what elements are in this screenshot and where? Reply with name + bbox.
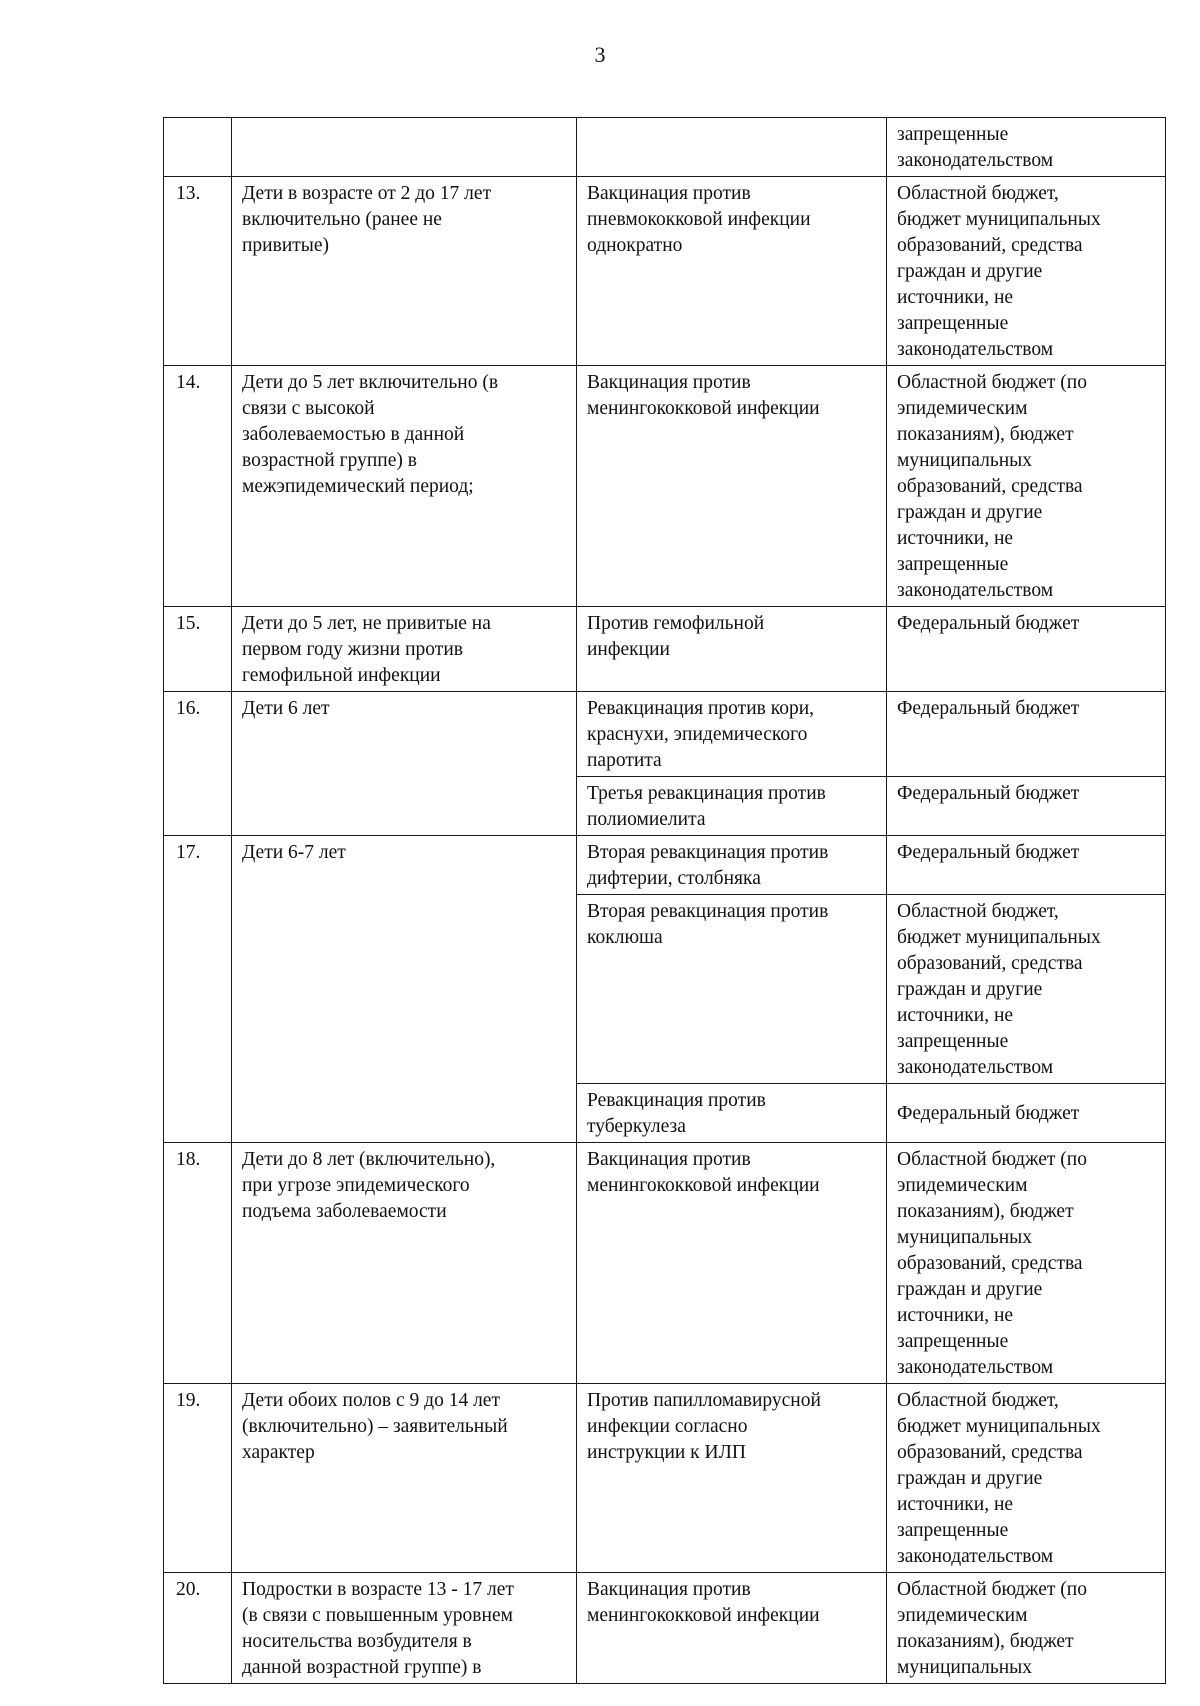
vaccination-cell: Против гемофильной инфекции xyxy=(577,607,887,692)
group-cell: Дети до 5 лет включительно (в связи с высокой заболеваемостью в данной возрастной группе) в межэпидемический период; xyxy=(232,366,577,607)
group-cell: Дети до 8 лет (включительно), при угрозе эпидемического подъема заболеваемости xyxy=(232,1143,577,1384)
table-row xyxy=(164,118,1166,177)
row-number: 17. xyxy=(164,836,232,1143)
funding-cell: Областной бюджет, бюджет муниципальных образований, средства граждан и другие источники, не запрещенные законодательством xyxy=(887,1384,1166,1573)
table-row xyxy=(164,692,1166,777)
vaccination-cell: Третья ревакцинация против полиомиелита xyxy=(577,777,887,836)
funding-cell: Федеральный бюджет xyxy=(887,1084,1166,1143)
row-number: 13. xyxy=(164,177,232,366)
row-number: 15. xyxy=(164,607,232,692)
funding-cell: Областной бюджет (по эпидемическим показаниям), бюджет муниципальных образований, средства граждан и другие источники, не запрещенные законодательством xyxy=(887,1143,1166,1384)
table-row xyxy=(164,366,1166,607)
group-cell: Дети обоих полов с 9 до 14 лет (включительно) – заявительный характер xyxy=(232,1384,577,1573)
group-cell: Дети 6-7 лет xyxy=(232,836,577,1143)
table-row xyxy=(164,836,1166,895)
vaccination-table xyxy=(163,117,1166,1684)
vaccination-cell: Вакцинация против менингококковой инфекции xyxy=(577,1573,887,1684)
vaccination-cell: Против папилломавирусной инфекции согласно инструкции к ИЛП xyxy=(577,1384,887,1573)
row-number: 16. xyxy=(164,692,232,836)
vaccination-cell: Вакцинация против менингококковой инфекции xyxy=(577,366,887,607)
funding-cell: Федеральный бюджет xyxy=(887,607,1166,692)
vaccination-cell: Ревакцинация против туберкулеза xyxy=(577,1084,887,1143)
funding-cell: Федеральный бюджет xyxy=(887,777,1166,836)
group-cell: Дети в возрасте от 2 до 17 лет включительно (ранее не привитые) xyxy=(232,177,577,366)
vaccination-cell: Ревакцинация против кори, краснухи, эпидемического паротита xyxy=(577,692,887,777)
group-cell: Подростки в возрасте 13 - 17 лет (в связи с повышенным уровнем носительства возбудителя в данной возрастной группе) в xyxy=(232,1573,577,1684)
table-row xyxy=(164,177,1166,366)
funding-cell: Федеральный бюджет xyxy=(887,836,1166,895)
vaccination-cell: Вакцинация против менингококковой инфекции xyxy=(577,1143,887,1384)
group-cell xyxy=(232,118,577,177)
group-cell: Дети до 5 лет, не привитые на первом году жизни против гемофильной инфекции xyxy=(232,607,577,692)
vaccination-cell: Вакцинация против пневмококковой инфекции однократно xyxy=(577,177,887,366)
table-row xyxy=(164,1384,1166,1573)
table-row xyxy=(164,1143,1166,1384)
funding-cell: Областной бюджет (по эпидемическим показаниям), бюджет муниципальных xyxy=(887,1573,1166,1684)
row-number: 18. xyxy=(164,1143,232,1384)
funding-cell: Областной бюджет, бюджет муниципальных образований, средства граждан и другие источники, не запрещенные законодательством xyxy=(887,177,1166,366)
row-number xyxy=(164,118,232,177)
row-number: 19. xyxy=(164,1384,232,1573)
vaccination-cell: Вторая ревакцинация против коклюша xyxy=(577,895,887,1084)
funding-cell: Областной бюджет (по эпидемическим показаниям), бюджет муниципальных образований, средства граждан и другие источники, не запрещенные законодательством xyxy=(887,366,1166,607)
vaccination-cell xyxy=(577,118,887,177)
funding-cell: Федеральный бюджет xyxy=(887,692,1166,777)
funding-cell: запрещенные законодательством xyxy=(887,118,1166,177)
table-row xyxy=(164,607,1166,692)
vaccination-cell: Вторая ревакцинация против дифтерии, столбняка xyxy=(577,836,887,895)
row-number: 20. xyxy=(164,1573,232,1684)
group-cell: Дети 6 лет xyxy=(232,692,577,836)
row-number: 14. xyxy=(164,366,232,607)
page-number: 3 xyxy=(594,42,606,67)
funding-cell: Областной бюджет, бюджет муниципальных образований, средства граждан и другие источники, не запрещенные законодательством xyxy=(887,895,1166,1084)
table-row xyxy=(164,1573,1166,1684)
